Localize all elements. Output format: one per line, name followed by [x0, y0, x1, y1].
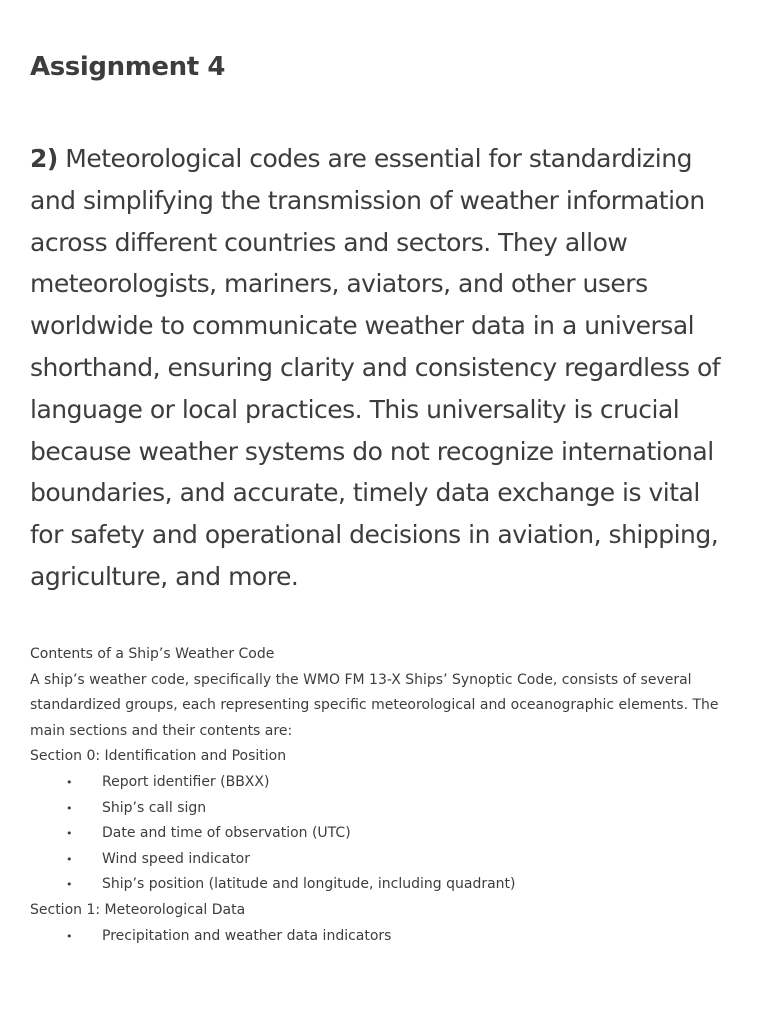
list-item-text: Report identifier (BBXX) — [102, 773, 270, 790]
list-item — [30, 872, 740, 898]
list-item — [30, 847, 740, 873]
list-item — [30, 796, 740, 822]
page-title: Assignment 4 — [30, 52, 226, 82]
answer-paragraph — [30, 138, 740, 598]
contents-heading: Contents of a Ship’s Weather Code — [30, 646, 275, 662]
list-item-text: Precipitation and weather data indicators — [102, 927, 392, 944]
ship-code-section — [30, 642, 740, 949]
list-item-text: Ship’s call sign — [102, 799, 207, 816]
section-heading: Section 1: Meteorological Data — [30, 901, 246, 918]
answer-text: Meteorological codes are essential for standardizing and simplifying the transmission of weather information across different countries and sectors. They allow meteorologists, mariners, aviators, and other users worldwide to communicate weather data in a universal shorthand, ensuring clarity and consistency regardless of language or local practices. This universality is crucial because weather systems do not recognize international boundaries, and accurate, timely data exchange is vital for safety and operational decisions in aviation, shipping, agriculture, and more. — [30, 144, 721, 591]
list-item — [30, 770, 740, 796]
section-list — [30, 924, 740, 950]
bullet-icon: • — [66, 775, 73, 789]
bullet-icon: • — [66, 929, 73, 943]
bullet-icon: • — [66, 827, 73, 841]
bullet-icon: • — [66, 878, 73, 892]
list-item-text: Date and time of observation (UTC) — [102, 825, 351, 842]
list-item-text: Ship’s position (latitude and longitude, including quadrant) — [102, 876, 516, 893]
contents-intro: A ship’s weather code, specifically the WMO FM 13-X Ships’ Synoptic Code, consists of several standardized groups, each representing specific meteorological and oceanographic elements. The main sections and their contents are: — [30, 671, 719, 739]
answer-number: 2) — [30, 144, 58, 173]
list-item-text: Wind speed indicator — [102, 850, 251, 867]
list-item — [30, 821, 740, 847]
bullet-icon: • — [66, 852, 73, 866]
section-heading: Section 0: Identification and Position — [30, 748, 287, 765]
list-item — [30, 924, 740, 950]
bullet-icon: • — [66, 801, 73, 815]
section-list — [30, 770, 740, 898]
